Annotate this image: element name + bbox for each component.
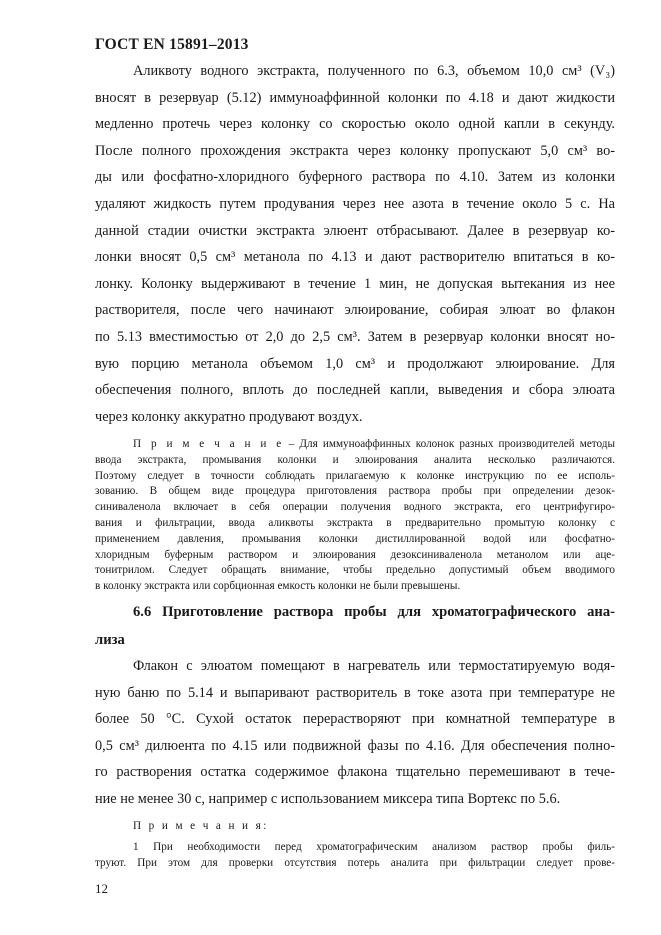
note-immunoaffinity (95, 437, 615, 595)
note-line: Поэтому следует в точности соблюдать прилагаемую к колонке инструкцию по ее исполь- (95, 469, 615, 482)
note-line: синиваленола включает в себя операции получения водного экстракта, его центрифугиро- (95, 501, 615, 514)
page-number: 12 (95, 881, 108, 896)
text-line: растворителя, после чего начинают элюирование, собирая элюат во флакон (95, 302, 615, 319)
note-first-line (95, 437, 615, 453)
text-line: более 50 °С. Сухой остаток перерастворяют при комнатной температуре в (95, 711, 615, 728)
note-text: – Для иммуноаффинных колонок разных производителей методы (283, 438, 616, 450)
text-line: Флакон с элюатом помещают в нагреватель или термостатируемую водя- (133, 658, 615, 674)
note-line: применением давления, промывания колонки дистиллированной водой или фосфатно- (95, 532, 615, 545)
notes-filtration (95, 840, 615, 872)
text-line: обеспечения полного, вплоть до последней капли, выведения и сбора элюата (95, 382, 615, 399)
text-line: ную баню по 5.14 и выпаривают растворитель в токе азота при температуре не (95, 684, 615, 701)
text-line: лонки вносят 0,5 см³ метанола по 4.13 и дают растворителю впитаться в ко- (95, 249, 615, 266)
paragraph-evaporation (95, 653, 615, 813)
note-line: ввода экстракта, промывания колонки и элюирования аналита несколько различаются. (95, 453, 615, 466)
paragraph-immunoaffinity (95, 58, 615, 430)
note-line: хлоридным буферным раствором и элюирования дезоксиниваленола метанолом или аце- (95, 548, 615, 561)
section-heading (95, 598, 615, 654)
note-line: труют. При этом для проверки отсутствия потерь аналита при фильтрации следует прове- (95, 856, 615, 869)
text-line: вую порцию метанола объемом 1,0 см³ и продолжают элюирование. Для (95, 355, 615, 372)
note-line: зованию. В общем виде процедура приготовления раствора пробы при определении дезок- (95, 485, 615, 498)
standard-header: ГОСТ EN 15891–2013 (95, 36, 249, 53)
note-line: в колонку экстракта или сорбционная емкость колонки не были превышены. (95, 580, 461, 593)
note-label: П р и м е ч а н и е (133, 438, 284, 450)
text-line: го растворения остатка содержимое флакона тщательно перемешивают в тече- (95, 764, 615, 781)
note-line: тонитрилом. Следует обращать внимание, чтобы предельно допустимый объем вводимого (95, 564, 615, 577)
text-line: вносят в резервуар (5.12) иммуноаффинной колонки по 4.18 и дают жидкости (95, 89, 615, 106)
text-line: по 5.13 вместимостью от 2,0 до 2,5 см³. Затем в резервуар колонки вносят но- (95, 328, 615, 345)
text-line: 0,5 см³ дилюента по 4.15 или подвижной фазы по 4.16. Для обеспечения полно- (95, 737, 615, 754)
heading-line: 6.6 Приготовление раствора пробы для хроматографического ана- (133, 604, 615, 620)
text-line: ды или фосфатно-хлоридного буферного раствора по 4.10. Затем из колонки (95, 169, 615, 186)
text-line: через колонку аккуратно продувают воздух. (95, 408, 363, 425)
text-line: лонку. Колонку выдерживают в течение 1 мин, не допуская вытекания из нее (95, 275, 615, 292)
notes-label: П р и м е ч а н и я: (133, 820, 269, 832)
text-line: данной стадии очистки экстракта элюент отбрасывают. Далее в резервуар ко- (95, 222, 615, 239)
text-line: ние не менее 30 с, например с использованием миксера типа Вортекс по 5.6. (95, 790, 561, 807)
text-line: удаляют жидкость путем продувания через нее азота в течение около 5 с. На (95, 195, 615, 212)
text-line: медленно протечь через колонку со скоростью около одной капли в секунду. (95, 116, 615, 133)
note-line: 1 При необходимости перед хроматографическим анализом раствор пробы филь- (133, 841, 615, 853)
heading-line: лиза (95, 632, 125, 648)
text-line: После полного прохождения экстракта через колонку пропускают 5,0 см³ во- (95, 142, 615, 159)
text-line: Аликвоту водного экстракта, полученного по 6.3, объемом 10,0 см³ (V₃) (133, 63, 615, 79)
note-line: вания и фильтрации, ввода аликвоты экстракта в предварительно промытую колонку с (95, 516, 615, 529)
